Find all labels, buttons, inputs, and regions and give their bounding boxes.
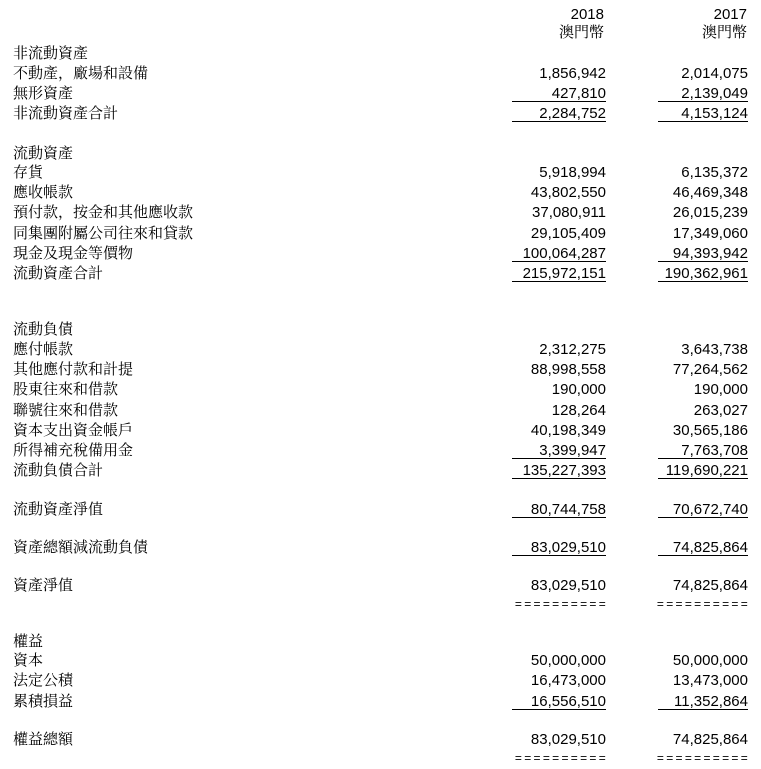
value-2018: 128,264 — [551, 402, 606, 419]
column-year-2017: 2017 — [713, 6, 747, 23]
row-label: 資本 — [13, 652, 44, 669]
row-label: 現金及現金等價物 — [13, 245, 134, 262]
value-2018: 3,399,947 — [539, 442, 606, 459]
value-2018: 2,312,275 — [539, 341, 606, 358]
row-label: 非流動資產合計 — [13, 105, 119, 122]
value-2017: 4,153,124 — [681, 105, 748, 122]
value-2018: 215,972,151 — [522, 265, 606, 282]
value-2017: 3,643,738 — [681, 341, 748, 358]
value-2017: 13,473,000 — [672, 672, 748, 689]
row-total-non-current-assets — [0, 104, 761, 124]
row-label: 流動資產淨值 — [13, 501, 104, 518]
column-currency-2018: 澳門幣 — [558, 24, 604, 41]
section-heading-label: 權益 — [13, 633, 44, 650]
value-2018: 37,080,911 — [532, 204, 606, 221]
row-statutory-reserve — [0, 671, 761, 691]
value-2017: 26,015,239 — [672, 204, 748, 221]
value-2018: 427,810 — [551, 85, 606, 102]
section-heading-label: 流動資產 — [13, 145, 74, 162]
row-total-current-assets — [0, 264, 761, 284]
value-2017: 11,352,864 — [674, 693, 748, 710]
row-label: 資產淨值 — [13, 577, 74, 594]
value-2018: 16,473,000 — [530, 672, 606, 689]
double-rule-net-assets — [0, 598, 761, 610]
row-label: 不動產，廠場和設備 — [13, 65, 149, 82]
value-2018: 50,000,000 — [530, 652, 606, 669]
value-2018: 190,000 — [551, 381, 606, 398]
value-2017: 190,362,961 — [664, 265, 748, 282]
value-2017: 190,000 — [693, 381, 748, 398]
value-2017: 2,014,075 — [681, 65, 748, 82]
value-2017: 46,469,348 — [672, 184, 748, 201]
value-2017: 70,672,740 — [672, 501, 748, 518]
row-label: 資產總額減流動負債 — [13, 539, 149, 556]
row-total-equity — [0, 730, 761, 750]
value-2018: 40,198,349 — [530, 422, 606, 439]
row-share-capital — [0, 651, 761, 671]
row-inventory — [0, 163, 761, 183]
section-heading-current-assets — [0, 144, 761, 164]
row-label: 累積損益 — [13, 693, 74, 710]
section-heading-non-current-assets — [0, 44, 761, 64]
row-total-assets-less-current-liabilities — [0, 538, 761, 558]
value-2017: 2,139,049 — [681, 85, 748, 102]
value-2018: 100,064,287 — [522, 245, 606, 262]
row-label: 應付帳款 — [13, 341, 74, 358]
row-accounts-receivable — [0, 183, 761, 203]
row-total-current-liabilities — [0, 461, 761, 481]
value-2017: 7,763,708 — [681, 442, 748, 459]
row-label: 流動資產合計 — [13, 265, 104, 282]
double-rule-total-equity — [0, 752, 761, 764]
row-label: 聯號往來和借款 — [13, 402, 119, 419]
double-rule-2018: ========== — [514, 597, 608, 611]
row-shareholder-loans — [0, 380, 761, 400]
value-2017: 74,825,864 — [672, 577, 748, 594]
column-year-2018: 2018 — [570, 6, 604, 23]
value-2018: 88,998,558 — [530, 361, 606, 378]
value-2017: 6,135,372 — [681, 164, 748, 181]
value-2018: 29,105,409 — [530, 225, 606, 242]
row-label: 資本支出資金帳戶 — [13, 422, 134, 439]
row-label: 其他應付款和計提 — [13, 361, 134, 378]
value-2017: 74,825,864 — [672, 539, 748, 556]
value-2018: 1,856,942 — [539, 65, 606, 82]
row-net-current-assets — [0, 500, 761, 520]
value-2018: 135,227,393 — [522, 462, 606, 479]
row-capex-fund-account — [0, 421, 761, 441]
value-2018: 2,284,752 — [539, 105, 606, 122]
value-2018: 43,802,550 — [530, 184, 606, 201]
row-intangible-assets — [0, 84, 761, 104]
section-heading-label: 非流動資產 — [13, 45, 89, 62]
row-label: 同集團附屬公司往來和貸款 — [13, 225, 194, 242]
value-2018: 83,029,510 — [530, 731, 606, 748]
column-currency-2017: 澳門幣 — [701, 24, 747, 41]
value-2017: 30,565,186 — [672, 422, 748, 439]
row-affiliate-loans — [0, 401, 761, 421]
double-rule-2018: ========== — [514, 751, 608, 765]
row-group-subsidiaries-loans — [0, 224, 761, 244]
value-2018: 80,744,758 — [530, 501, 606, 518]
row-label: 應收帳款 — [13, 184, 74, 201]
value-2018: 83,029,510 — [530, 577, 606, 594]
section-heading-equity — [0, 632, 761, 652]
row-label: 預付款，按金和其他應收款 — [13, 204, 194, 221]
row-net-assets — [0, 576, 761, 596]
value-2017: 74,825,864 — [672, 731, 748, 748]
value-2017: 119,690,221 — [665, 462, 748, 479]
row-label: 無形資產 — [13, 85, 74, 102]
row-label: 存貨 — [13, 164, 44, 181]
value-2017: 50,000,000 — [672, 652, 748, 669]
value-2017: 77,264,562 — [672, 361, 748, 378]
value-2017: 94,393,942 — [672, 245, 748, 262]
value-2017: 263,027 — [693, 402, 748, 419]
row-label: 權益總額 — [13, 731, 74, 748]
double-rule-2017: ========== — [656, 751, 750, 765]
row-cash-equivalents — [0, 244, 761, 264]
value-2018: 16,556,510 — [530, 693, 606, 710]
row-property-plant-equipment — [0, 64, 761, 84]
value-2018: 5,918,994 — [539, 164, 606, 181]
row-accounts-payable — [0, 340, 761, 360]
row-label: 法定公積 — [13, 672, 74, 689]
section-heading-label: 流動負債 — [13, 321, 74, 338]
value-2018: 83,029,510 — [530, 539, 606, 556]
row-prepayments-deposits — [0, 203, 761, 223]
row-other-payables-accruals — [0, 360, 761, 380]
row-accumulated-profit-loss — [0, 692, 761, 712]
row-label: 流動負債合計 — [13, 462, 104, 479]
row-label: 股東往來和借款 — [13, 381, 119, 398]
row-income-tax-provision — [0, 441, 761, 461]
double-rule-2017: ========== — [656, 597, 750, 611]
section-heading-current-liabilities — [0, 320, 761, 340]
value-2017: 17,349,060 — [672, 225, 748, 242]
row-label: 所得補充稅備用金 — [13, 442, 134, 459]
